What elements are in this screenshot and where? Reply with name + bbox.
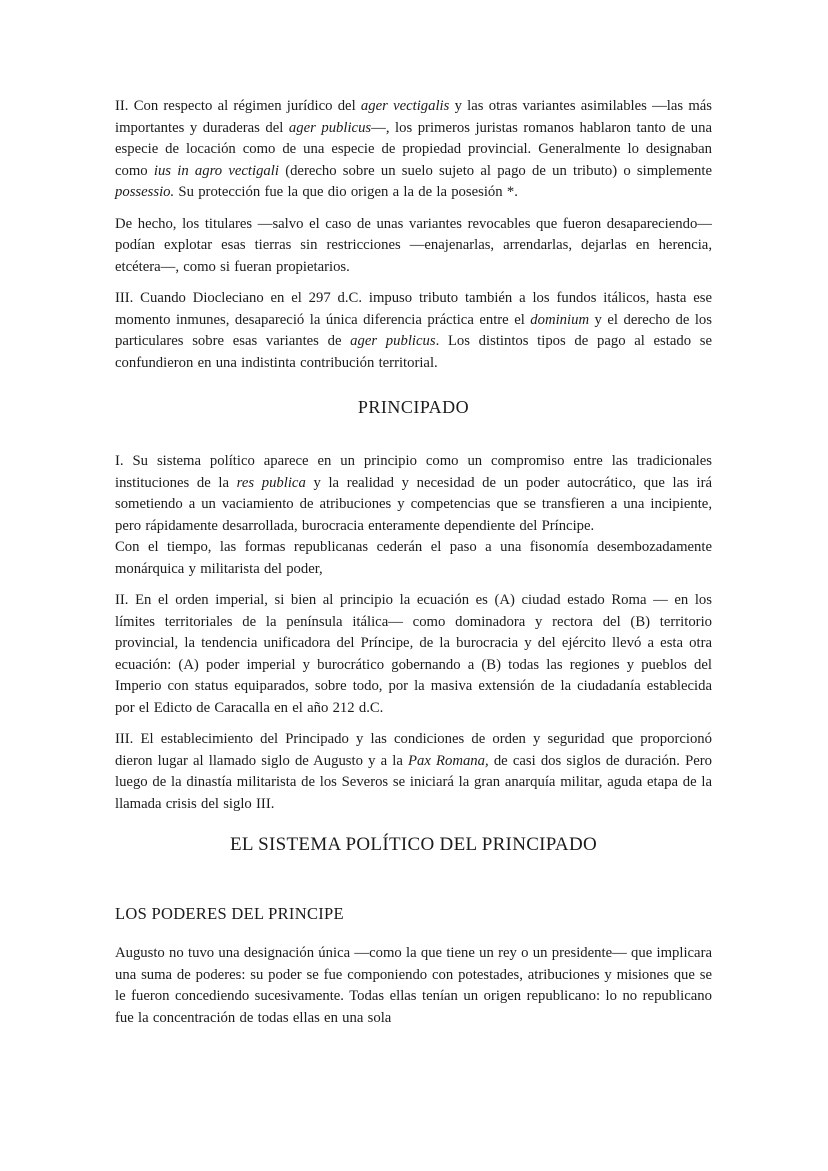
italic-run: possessio. (115, 184, 175, 200)
text-run: Augusto no tuvo una designación única —como la que tiene un rey o un presidente— que implicara una suma de poderes: su poder se fue componiendo con potestades, atribuciones y misiones que se le fueron concediendo sucesivamente. Todas ellas tenían un origen republicano: lo no republicano fue la concentración de todas ellas en una sola (115, 945, 712, 1026)
italic-run: ager publicus (288, 119, 372, 136)
text-run: y el derecho de los particulares sobre esas variantes de (115, 311, 712, 349)
paragraph-ager-vectigalis (115, 96, 712, 204)
text-run: de casi dos siglos de duración. Pero luego de la dinastía militarista de los Severos se iniciará la gran anarquía militar, aguda etapa de la llamada crisis del siglo III. (115, 752, 712, 812)
text-run: III. Cuando Diocleciano en el 297 d.C. impuso tributo también a los fundos itálicos, hasta ese momento inmunes, desapareció la única diferencia práctica entre el (115, 290, 712, 328)
paragraph-orden-imperial (115, 590, 712, 719)
italic-run: ager publicus (350, 333, 436, 349)
text-run: Con el tiempo, las formas republicanas cederán el paso a una fisonomía desembozadamente monárquica y militarista del poder, (115, 539, 712, 577)
paragraph-augusto-designacion (115, 943, 712, 1029)
italic-run: ius in agro vectigali (153, 162, 279, 179)
text-run: . Los distintos tipos de pago al estado se confundieron en una indistinta contribución territorial. (115, 333, 712, 371)
heading-sistema-politico-del-principado: EL SISTEMA POLÍTICO DEL PRINCIPADO (230, 834, 597, 855)
italic-run: Pax Romana, (408, 752, 489, 769)
paragraph-diocleciano-tributo (115, 288, 712, 374)
paragraph-establecimiento-principado (115, 729, 712, 815)
heading-principado: PRINCIPADO (357, 397, 470, 417)
text-run: II. Con respecto al régimen jurídico del (115, 98, 361, 114)
text-run: III. El establecimiento del Principado y las condiciones de orden y seguridad que proporcionó dieron lugar al llamado siglo de Augusto y a la (115, 731, 712, 769)
text-run: y las otras variantes asimilables —las más importantes y duraderas del (115, 98, 712, 136)
text-run: (derecho sobre un suelo sujeto al pago de un tributo) o simplemente (278, 162, 712, 179)
heading-los-poderes-del-principe: LOS PODERES DEL PRINCIPE (115, 904, 344, 923)
italic-run: dominium (530, 311, 590, 328)
text-run: II. En el orden imperial, si bien al principio la ecuación es (A) ciudad estado Roma — en los límites territoriales de la península itálica— como dominadora y rectora del (B) territorio provincial, la tendencia unificadora del Príncipe, de la burocracia y del ejército llevó a esta otra ecuación: (A) poder imperial y burocrático gobernando a (B) todas las regiones y pueblos del Imperio con status equiparados, sobre todo, por la masiva extensión de la ciudadanía establecida por el Edicto de Caracalla en el año 212 d.C. (115, 592, 712, 716)
text-run: —, los primeros juristas romanos hablaron tanto de una especie de locación como de una especie de propiedad provincial. Generalmente lo designaban como (115, 119, 712, 179)
italic-run: ager vectigalis (360, 98, 450, 114)
paragraph-sistema-politico (115, 451, 712, 537)
text-column (115, 96, 712, 1029)
text-run: y la realidad y necesidad de un poder autocrático, que las irá sometiendo a un vaciamiento de atribuciones y competencias que se transfieren a una incipiente, pero rápidamente desarrollada, burocracia enteramente dependiente del Príncipe. (115, 474, 712, 534)
paragraph-de-hecho-titulares (115, 214, 712, 279)
text-run: I. Su sistema político aparece en un principio como un compromiso entre las tradicionales instituciones de la (115, 453, 712, 491)
paragraph-con-el-tiempo (115, 537, 712, 580)
italic-run: res publica (236, 474, 306, 491)
text-run: Su protección fue la que dio origen a la de la posesión *. (174, 184, 518, 200)
text-run: De hecho, los titulares —salvo el caso de unas variantes revocables que fueron desapareciendo— podían explotar esas tierras sin restricciones —enajenarlas, arrendarlas, dejarlas en herencia, etcétera—, como si fueran propietarios. (115, 215, 712, 275)
